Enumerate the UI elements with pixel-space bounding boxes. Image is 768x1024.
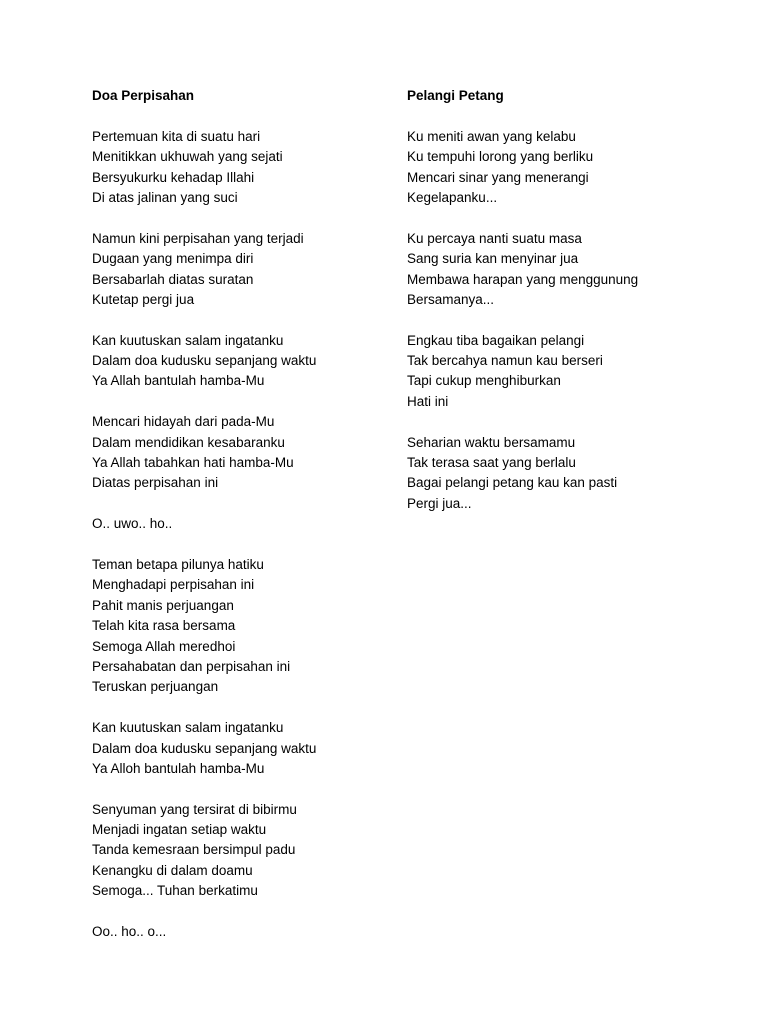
stanza [92, 229, 392, 311]
poem-line: Semoga Allah meredhoi [92, 638, 236, 654]
poem-line: Bagai pelangi petang kau kan pasti [407, 475, 618, 491]
stanza [92, 800, 392, 902]
poem-line: Dalam doa kudusku sepanjang waktu [92, 740, 317, 756]
poem-line: Menjadi ingatan setiap waktu [92, 822, 267, 838]
poem-line: Bersyukurku kehadap Illahi [92, 169, 255, 185]
poem-line: Seharian waktu bersamamu [407, 434, 576, 450]
poem-line: Engkau tiba bagaikan pelangi [407, 332, 585, 348]
poem-line: Teruskan perjuangan [92, 679, 219, 695]
poem-line: Menitikkan ukhuwah yang sejati [92, 149, 283, 165]
stanza [92, 555, 392, 698]
stanza [92, 412, 392, 494]
poem-line: Kenangku di dalam doamu [92, 862, 253, 878]
poem-line: Bersabarlah diatas suratan [92, 271, 254, 287]
poem-line: Oo.. ho.. o... [92, 924, 167, 940]
poem-body [92, 127, 392, 943]
poem-line: Kan kuutuskan salam ingatanku [92, 720, 284, 736]
poem-line: Ya Allah bantulah hamba-Mu [92, 373, 265, 389]
poem-line: Sang suria kan menyinar jua [407, 251, 579, 267]
poem-line: Tak terasa saat yang berlalu [407, 455, 576, 471]
poem-line: Persahabatan dan perpisahan ini [92, 658, 291, 674]
poem-line: Mencari hidayah dari pada-Mu [92, 414, 275, 430]
stanza [92, 331, 392, 392]
poem-line: Senyuman yang tersirat di bibirmu [92, 801, 297, 817]
stanza [92, 922, 392, 942]
poem-line: Dalam mendidikan kesabaranku [92, 434, 285, 450]
stanza [407, 433, 707, 515]
poem-title: Pelangi Petang [407, 88, 504, 103]
poem-line: Semoga... Tuhan berkatimu [92, 883, 258, 899]
poem-line: Membawa harapan yang menggunung [407, 271, 639, 287]
poem-pelangi-petang [407, 86, 707, 535]
stanza [92, 718, 392, 779]
stanza [407, 127, 707, 209]
stanza [407, 229, 707, 311]
poem-line: Teman betapa pilunya hatiku [92, 556, 264, 572]
poem-line: Ku meniti awan yang kelabu [407, 128, 576, 144]
poem-line: Namun kini perpisahan yang terjadi [92, 230, 304, 246]
poem-line: Bersamanya... [407, 291, 495, 307]
poem-title: Doa Perpisahan [92, 88, 195, 103]
poem-line: Mencari sinar yang menerangi [407, 169, 589, 185]
poem-line: Tak bercahya namun kau berseri [407, 353, 603, 369]
stanza [92, 514, 392, 534]
poem-line: Dalam doa kudusku sepanjang waktu [92, 353, 317, 369]
stanza [92, 127, 392, 209]
poem-line: Ya Alloh bantulah hamba-Mu [92, 760, 265, 776]
poem-line: Di atas jalinan yang suci [92, 189, 238, 205]
poem-line: Dugaan yang menimpa diri [92, 251, 254, 267]
poem-line: Pergi jua... [407, 495, 472, 511]
poem-line: O.. uwo.. ho.. [92, 516, 173, 532]
poem-line: Ya Allah tabahkan hati hamba-Mu [92, 455, 294, 471]
poem-line: Kan kuutuskan salam ingatanku [92, 332, 284, 348]
poem-line: Ku percaya nanti suatu masa [407, 230, 582, 246]
stanza [407, 331, 707, 413]
poem-line: Tanda kemesraan bersimpul padu [92, 842, 296, 858]
poem-line: Ku tempuhi lorong yang berliku [407, 149, 594, 165]
poem-line: Kutetap pergi jua [92, 291, 195, 307]
poem-line: Menghadapi perpisahan ini [92, 577, 255, 593]
poem-line: Telah kita rasa bersama [92, 618, 236, 634]
poem-line: Pertemuan kita di suatu hari [92, 128, 261, 144]
poem-line: Hati ini [407, 393, 449, 409]
poem-body [407, 127, 707, 514]
poem-doa-perpisahan [92, 86, 392, 963]
poem-line: Pahit manis perjuangan [92, 597, 234, 613]
poem-line: Tapi cukup menghiburkan [407, 373, 561, 389]
poem-line: Diatas perpisahan ini [92, 475, 219, 491]
poem-line: Kegelapanku... [407, 189, 498, 205]
